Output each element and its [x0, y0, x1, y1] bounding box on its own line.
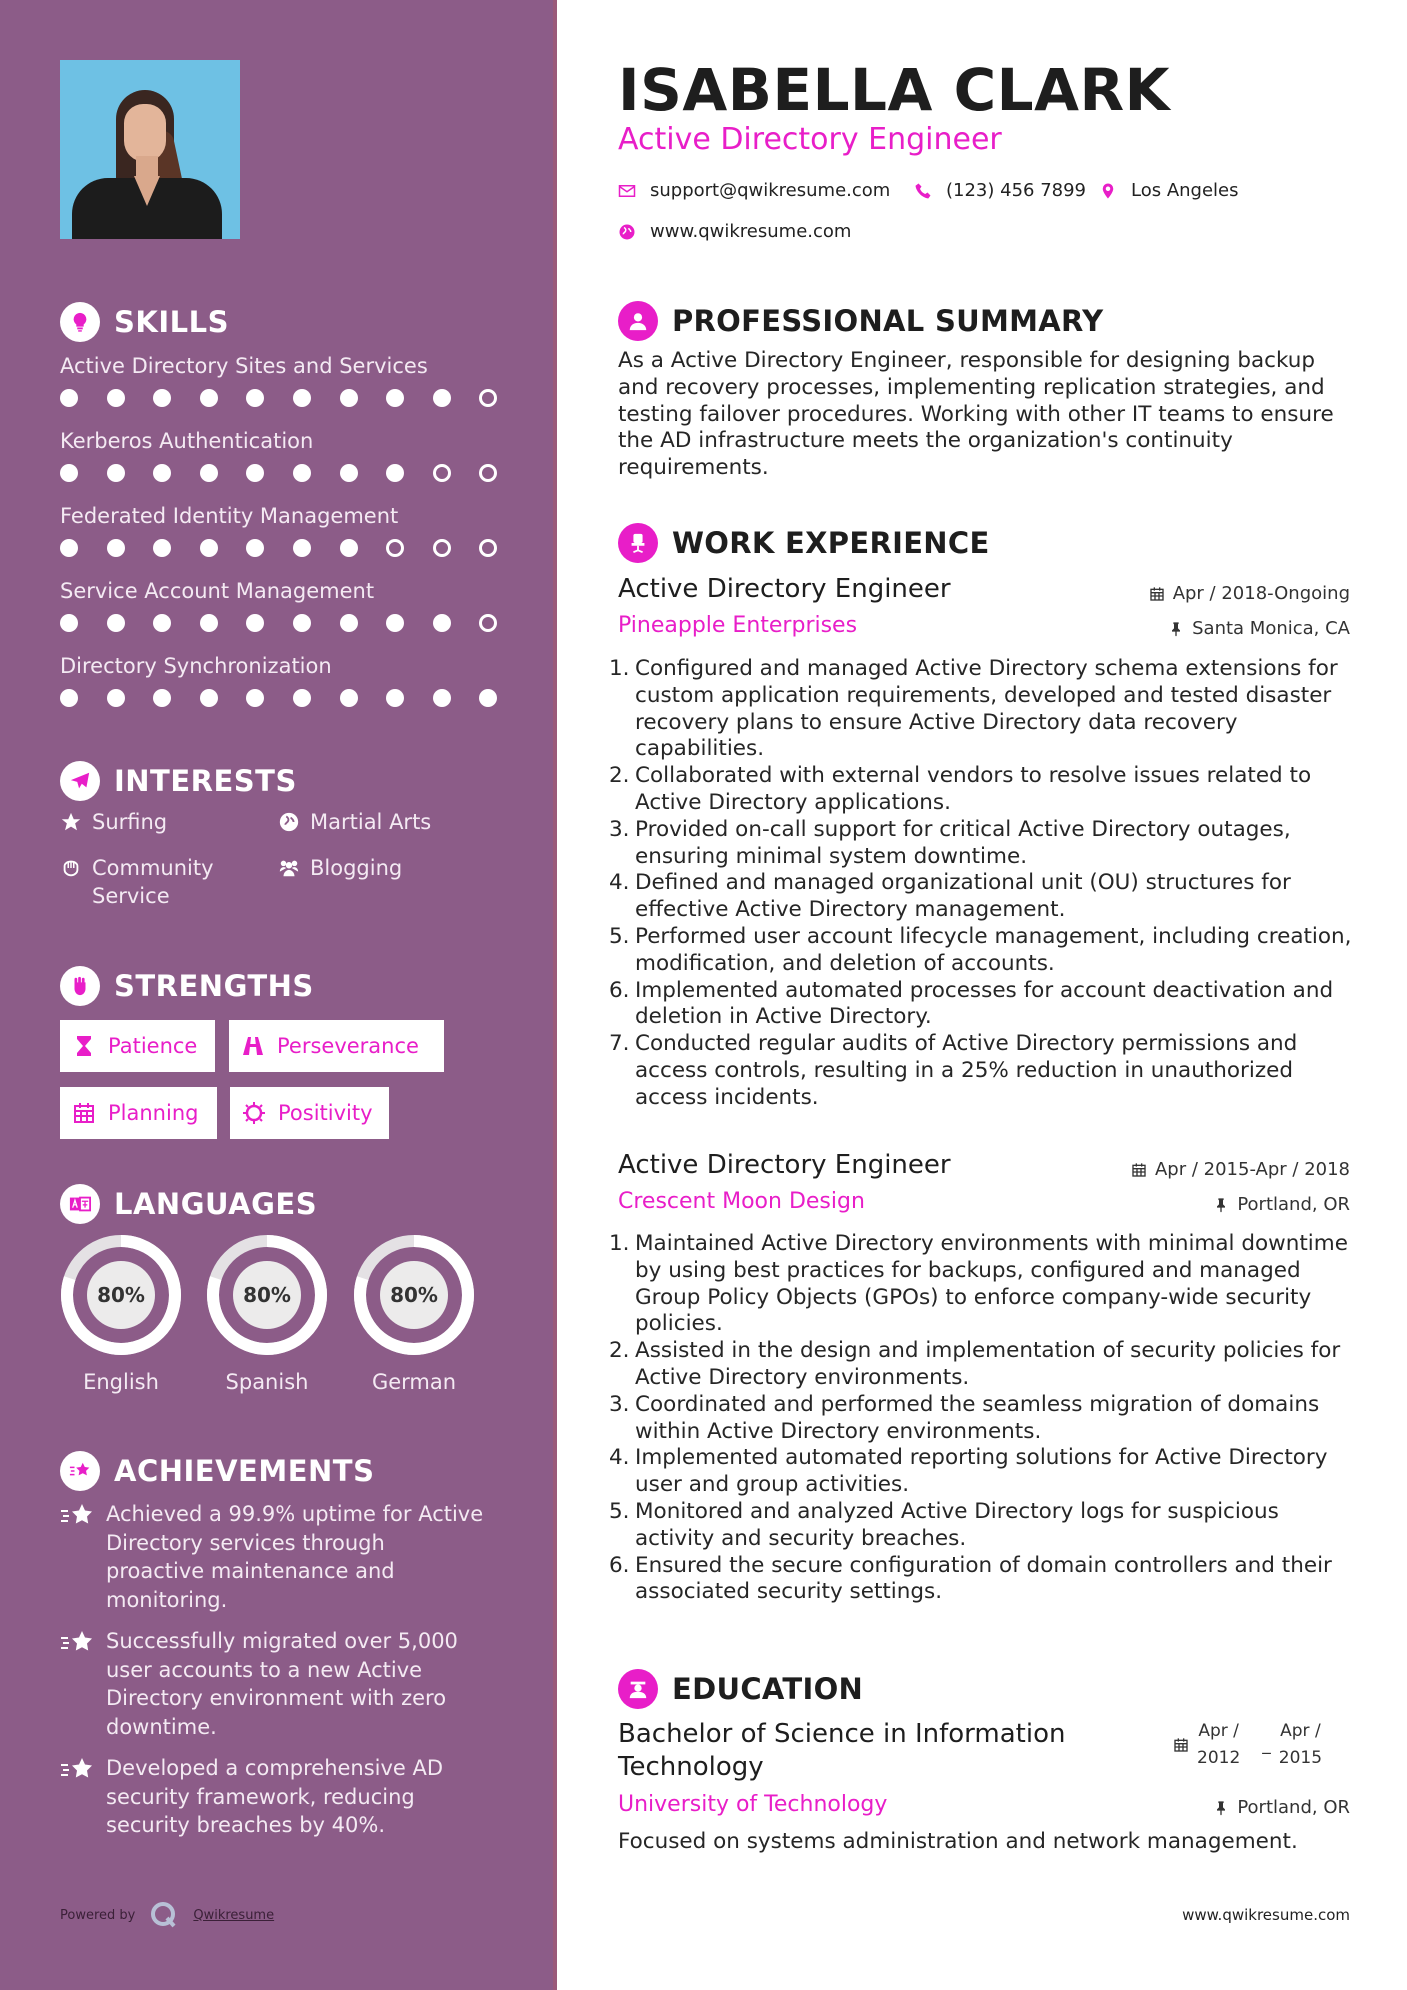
- globe-icon: [618, 223, 636, 241]
- bullet-text: Assisted in the design and implementation of security policies for Active Directory environments.: [635, 1338, 1341, 1390]
- rating-dot-filled: [60, 689, 78, 707]
- language-percent: 80%: [380, 1261, 448, 1329]
- sun-icon: [242, 1101, 266, 1125]
- language-item: [206, 1234, 328, 1394]
- rating-dot-empty: [433, 464, 451, 482]
- rating-dot-empty: [479, 464, 497, 482]
- photo-face: [124, 104, 166, 162]
- achievements-heading: [60, 1451, 374, 1491]
- job-title: Active Directory Engineer: [618, 1150, 951, 1180]
- hand-icon: [60, 857, 82, 879]
- interest-item: [60, 808, 167, 836]
- bullet-text: Implemented automated processes for account deactivation and deletion in Active Directory.: [635, 977, 1334, 1030]
- bullet-item: [609, 817, 1354, 871]
- bullet-number: 4.: [609, 870, 630, 896]
- language-progress-ring: [206, 1234, 328, 1356]
- summary-heading: [618, 301, 1103, 341]
- rating-dot-filled: [433, 689, 451, 707]
- strength-label: Patience: [108, 1034, 198, 1058]
- contact-phone[interactable]: [914, 180, 1086, 201]
- bullet-item: [609, 1445, 1354, 1499]
- job-bullets: [609, 1231, 1354, 1606]
- rating-dot-empty: [433, 539, 451, 557]
- skill-item: [60, 651, 520, 707]
- education-degree: Bachelor of Science in Information Technology: [618, 1719, 1066, 1782]
- education-description: Focused on systems administration and network management.: [618, 1829, 1298, 1854]
- photo-collar: [134, 176, 160, 206]
- job-location: [1213, 1194, 1350, 1215]
- rating-dot-filled: [340, 689, 358, 707]
- sidebar: [0, 0, 557, 1990]
- bullet-item: [609, 978, 1354, 1032]
- skill-label: Directory Synchronization: [60, 654, 332, 678]
- skills-title: SKILLS: [114, 305, 229, 339]
- skills-heading: [60, 302, 229, 342]
- job-dates-text: Apr / 2018-Ongoing: [1172, 583, 1350, 604]
- bullet-number: 1.: [609, 656, 630, 681]
- summary-title: PROFESSIONAL SUMMARY: [672, 304, 1104, 338]
- skill-item: [60, 576, 520, 632]
- skill-label: Service Account Management: [60, 579, 375, 603]
- language-name: Spanish: [225, 1370, 309, 1394]
- envelope-icon: [618, 182, 636, 200]
- education-location: [1213, 1797, 1350, 1818]
- education-end-month: Apr /: [1280, 1721, 1321, 1741]
- bullet-text: Maintained Active Directory environments with minimal downtime by using best practices for backups, configured and managed Group Policy Objects (GPOs) to enforce company-wide security policies.: [635, 1231, 1348, 1337]
- contact-location: [1099, 180, 1239, 201]
- education-heading: [618, 1669, 863, 1709]
- location-text: Los Angeles: [1131, 180, 1239, 201]
- strength-tag: [230, 1087, 389, 1139]
- rating-dot-filled: [246, 389, 264, 407]
- bullet-item: [609, 870, 1354, 924]
- bullet-number: 2.: [609, 763, 630, 789]
- language-percent: 80%: [233, 1261, 301, 1329]
- interest-label: Community Service: [92, 856, 214, 908]
- rating-dot-filled: [60, 464, 78, 482]
- rating-dot-filled: [340, 464, 358, 482]
- education-date-separator: _: [1262, 1735, 1271, 1755]
- language-progress-ring: [60, 1234, 182, 1356]
- education-title: EDUCATION: [672, 1672, 864, 1706]
- shooting-star-icon: [60, 1451, 100, 1491]
- strength-tag: [60, 1020, 215, 1072]
- achievement-item: [60, 1627, 500, 1741]
- qwikresume-link[interactable]: Qwikresume: [193, 1907, 275, 1923]
- skill-rating: [60, 689, 520, 707]
- user-icon: [618, 301, 658, 341]
- achievement-item: [60, 1754, 500, 1840]
- bullet-number: 7.: [609, 1031, 630, 1057]
- bullet-item: [609, 656, 1354, 763]
- rating-dot-filled: [433, 614, 451, 632]
- rating-dot-filled: [293, 539, 311, 557]
- bullet-text: Coordinated and performed the seamless migration of domains within Active Directory environments.: [635, 1391, 1320, 1444]
- rating-dot-filled: [107, 464, 125, 482]
- language-percent: 80%: [87, 1261, 155, 1329]
- skill-label: Active Directory Sites and Services: [60, 354, 428, 378]
- summary-text: As a Active Directory Engineer, responsible for designing backup and recovery processes, implementing replication strategies, and testing failover procedures. Working with other IT teams to ensure the AD infrastructure meets the organization's continuity requirements.: [618, 348, 1334, 481]
- rating-dot-filled: [386, 614, 404, 632]
- pushpin-icon: [1168, 621, 1184, 637]
- bullet-text: Monitored and analyzed Active Directory logs for suspicious activity and security breaches.: [635, 1498, 1279, 1551]
- bullet-item: [609, 1031, 1354, 1111]
- job-bullets: [609, 656, 1354, 1112]
- bullet-text: Provided on-call support for critical Active Directory outages, ensuring minimal system downtime.: [635, 816, 1291, 869]
- language-item: [353, 1234, 475, 1394]
- office-chair-icon: [618, 523, 658, 563]
- star-icon: [60, 811, 82, 833]
- bullet-item: [609, 1499, 1354, 1553]
- strengths-title: STRENGTHS: [114, 969, 314, 1003]
- calendar-icon: [1173, 1737, 1189, 1753]
- rating-dot-filled: [246, 539, 264, 557]
- bullet-number: 1.: [609, 1231, 630, 1256]
- hourglass-icon: [72, 1034, 96, 1058]
- calendar-icon: [72, 1101, 96, 1125]
- calendar-icon: [1149, 586, 1165, 602]
- rating-dot-filled: [107, 389, 125, 407]
- rating-dot-filled: [153, 689, 171, 707]
- paper-plane-icon: [60, 761, 100, 801]
- rating-dot-filled: [386, 389, 404, 407]
- contact-email[interactable]: [618, 180, 890, 201]
- rating-dot-filled: [293, 464, 311, 482]
- bullet-item: [609, 1231, 1354, 1338]
- skill-label: Kerberos Authentication: [60, 429, 314, 453]
- skill-rating: [60, 464, 520, 482]
- rating-dot-filled: [246, 614, 264, 632]
- job-location-text: Portland, OR: [1237, 1194, 1350, 1215]
- education-location-text: Portland, OR: [1237, 1797, 1350, 1818]
- languages-title: LANGUAGES: [114, 1187, 318, 1221]
- education-dates: [1173, 1718, 1322, 1772]
- rating-dot-filled: [153, 539, 171, 557]
- qwikresume-logo-icon: [149, 1900, 179, 1930]
- experience-heading: [618, 523, 990, 563]
- rating-dot-filled: [107, 539, 125, 557]
- rating-dot-filled: [293, 614, 311, 632]
- powered-by-label: Powered by: [60, 1907, 136, 1923]
- rating-dot-empty: [386, 539, 404, 557]
- language-name: English: [83, 1370, 159, 1394]
- bullet-text: Collaborated with external vendors to resolve issues related to Active Directory applications.: [635, 763, 1312, 815]
- bullet-item: [609, 1338, 1354, 1392]
- rating-dot-filled: [246, 689, 264, 707]
- rating-dot-filled: [340, 539, 358, 557]
- translate-icon: [60, 1184, 100, 1224]
- interests-title: INTERESTS: [114, 764, 297, 798]
- job-location-text: Santa Monica, CA: [1192, 618, 1350, 639]
- rating-dot-filled: [340, 389, 358, 407]
- job-dates: [1131, 1159, 1350, 1180]
- rating-dot-empty: [479, 539, 497, 557]
- rating-dot-filled: [433, 389, 451, 407]
- job-location: [1168, 618, 1350, 639]
- bullet-number: 3.: [609, 1391, 630, 1417]
- users-icon: [278, 857, 300, 879]
- shooting-star-icon: [60, 1756, 94, 1784]
- bullet-text: Conducted regular audits of Active Directory permissions and access controls, resulting in a 25% reduction in unauthorized access incidents.: [635, 1031, 1298, 1110]
- bullet-text: Configured and managed Active Directory schema extensions for custom application requirements, developed and tested disaster recovery plans to ensure Active Directory data recovery capabilities.: [635, 656, 1338, 762]
- bullet-text: Performed user account lifecycle management, including creation, modification, and deletion of accounts.: [635, 923, 1352, 976]
- strength-label: Perseverance: [277, 1034, 419, 1058]
- rating-dot-filled: [153, 464, 171, 482]
- language-name: German: [371, 1370, 457, 1394]
- achievements-title: ACHIEVEMENTS: [114, 1454, 375, 1488]
- pushpin-icon: [1213, 1197, 1229, 1213]
- achievement-text: Successfully migrated over 5,000 user accounts to a new Active Directory environment with zero downtime.: [106, 1629, 458, 1739]
- bullet-item: [609, 763, 1354, 817]
- skill-item: [60, 351, 520, 407]
- footer-website[interactable]: www.qwikresume.com: [1182, 1906, 1350, 1924]
- interest-label: Blogging: [310, 856, 403, 880]
- skill-rating: [60, 389, 520, 407]
- rating-dot-filled: [293, 389, 311, 407]
- rating-dot-filled: [200, 614, 218, 632]
- interest-label: Surfing: [92, 810, 168, 834]
- bullet-number: 6.: [609, 977, 630, 1003]
- pushpin-icon: [1213, 1800, 1229, 1816]
- job-company: Crescent Moon Design: [618, 1189, 865, 1214]
- bullet-text: Ensured the secure configuration of domain controllers and their associated security settings.: [635, 1552, 1332, 1605]
- education-start-month: Apr /: [1198, 1721, 1239, 1741]
- rating-dot-filled: [340, 614, 358, 632]
- achievement-text: Developed a comprehensive AD security framework, reducing security breaches by 40%.: [106, 1756, 444, 1837]
- job-title: Active Directory Engineer: [618, 574, 951, 604]
- graduate-icon: [618, 1669, 658, 1709]
- job-company: Pineapple Enterprises: [618, 613, 858, 638]
- website-text: www.qwikresume.com: [650, 221, 852, 242]
- phone-icon: [914, 182, 932, 200]
- interest-item: [278, 854, 402, 882]
- language-item: [60, 1234, 182, 1394]
- rating-dot-filled: [200, 389, 218, 407]
- candidate-role: Active Directory Engineer: [618, 122, 1002, 157]
- main-content: [557, 0, 1407, 1990]
- rating-dot-filled: [153, 389, 171, 407]
- skill-rating: [60, 614, 520, 632]
- shooting-star-icon: [60, 1629, 94, 1657]
- bullet-number: 5.: [609, 1498, 630, 1524]
- shooting-star-icon: [60, 1502, 94, 1530]
- globe-icon: [278, 811, 300, 833]
- interest-item: [278, 808, 431, 836]
- interests-heading: [60, 761, 297, 801]
- skill-item: [60, 501, 520, 557]
- skill-item: [60, 426, 520, 482]
- rating-dot-filled: [479, 689, 497, 707]
- bullet-number: 2.: [609, 1338, 630, 1364]
- rating-dot-filled: [246, 464, 264, 482]
- bullet-item: [609, 924, 1354, 978]
- rating-dot-filled: [293, 689, 311, 707]
- strengths-heading: [60, 966, 314, 1006]
- email-text: support@qwikresume.com: [650, 180, 891, 201]
- strength-label: Positivity: [278, 1101, 373, 1125]
- rating-dot-filled: [386, 689, 404, 707]
- education-start: [1197, 1718, 1240, 1772]
- bullet-number: 3.: [609, 816, 630, 842]
- achievement-text: Achieved a 99.9% uptime for Active Directory services through proactive maintenance and monitoring.: [106, 1502, 484, 1612]
- education-end-year: 2015: [1278, 1748, 1323, 1768]
- education-start-year: 2012: [1197, 1748, 1241, 1768]
- bullet-item: [609, 1553, 1354, 1607]
- rating-dot-filled: [60, 539, 78, 557]
- bullet-number: 5.: [609, 923, 630, 949]
- strength-label: Planning: [108, 1101, 199, 1125]
- candidate-name: ISABELLA CLARK: [618, 56, 1171, 124]
- bullet-item: [609, 1392, 1354, 1446]
- languages-heading: [60, 1184, 317, 1224]
- interest-item: [60, 854, 250, 910]
- job-dates-text: Apr / 2015-Apr / 2018: [1154, 1159, 1350, 1180]
- rating-dot-filled: [200, 539, 218, 557]
- job-dates: [1149, 583, 1350, 604]
- strength-tag: [229, 1020, 444, 1072]
- achievement-item: [60, 1500, 500, 1614]
- strength-tag: [60, 1087, 217, 1139]
- skill-label: Federated Identity Management: [60, 504, 399, 528]
- bullet-number: 6.: [609, 1552, 630, 1578]
- skill-rating: [60, 539, 520, 557]
- calendar-icon: [1131, 1162, 1147, 1178]
- rating-dot-empty: [479, 389, 497, 407]
- rating-dot-filled: [60, 614, 78, 632]
- rating-dot-filled: [153, 614, 171, 632]
- rating-dot-filled: [107, 614, 125, 632]
- rating-dot-filled: [60, 389, 78, 407]
- interest-label: Martial Arts: [310, 810, 432, 834]
- language-progress-ring: [353, 1234, 475, 1356]
- rating-dot-filled: [200, 689, 218, 707]
- rating-dot-filled: [386, 464, 404, 482]
- powered-by: [60, 1900, 274, 1930]
- experience-title: WORK EXPERIENCE: [672, 526, 990, 560]
- rating-dot-empty: [479, 614, 497, 632]
- bullet-number: 4.: [609, 1445, 630, 1471]
- lightbulb-icon: [60, 302, 100, 342]
- fist-icon: [60, 966, 100, 1006]
- map-pin-icon: [1099, 182, 1117, 200]
- profile-photo: [60, 60, 240, 239]
- rating-dot-filled: [107, 689, 125, 707]
- rating-dot-filled: [200, 464, 218, 482]
- phone-text: (123) 456 7899: [946, 180, 1087, 201]
- road-icon: [241, 1034, 265, 1058]
- bullet-text: Defined and managed organizational unit (OU) structures for effective Active Directory management.: [635, 870, 1291, 923]
- contact-website[interactable]: [618, 221, 851, 242]
- education-school: University of Technology: [618, 1792, 888, 1817]
- education-end: [1279, 1718, 1322, 1772]
- bullet-text: Implemented automated reporting solutions for Active Directory user and group activities.: [635, 1445, 1328, 1498]
